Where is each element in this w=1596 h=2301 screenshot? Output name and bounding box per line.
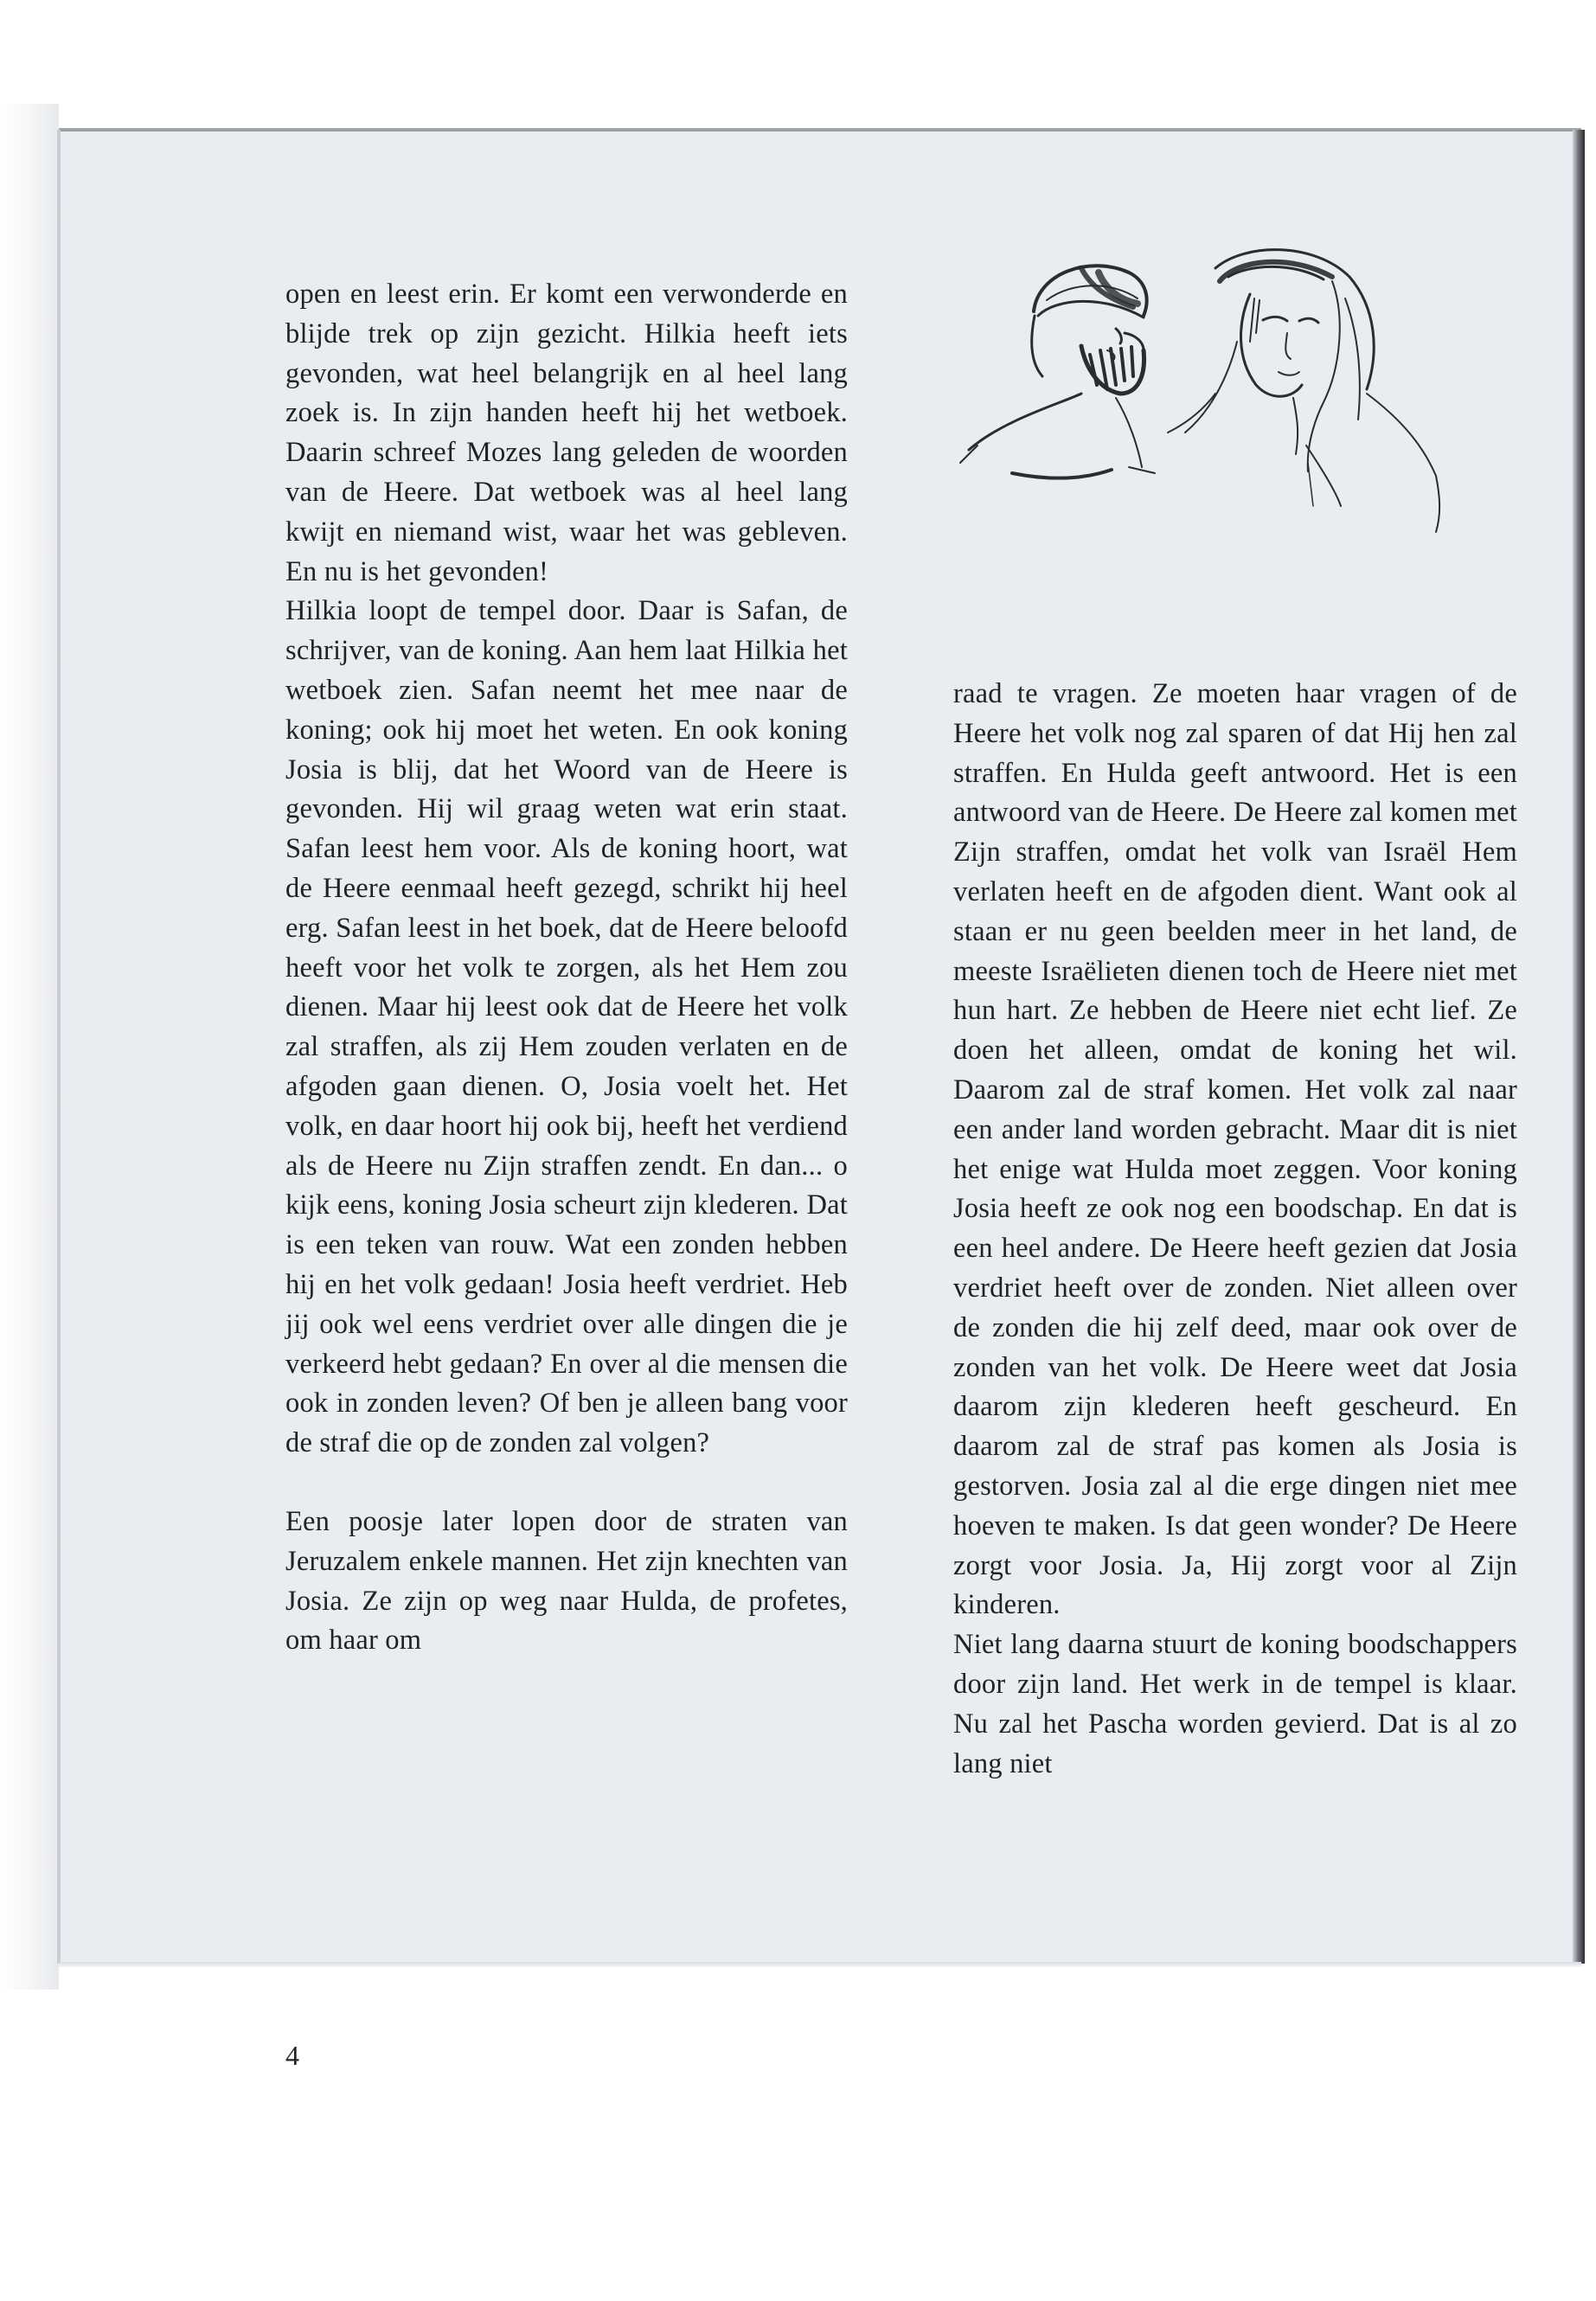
page-number: 4 <box>285 2040 299 2071</box>
paragraph: Niet lang daarna stuurt de koning boodschappers door zijn land. Het werk in de tempel is klaar. Nu zal het Pascha worden gevierd. Dat is al zo lang niet <box>953 1629 1517 1779</box>
page-top-edge <box>59 128 1581 131</box>
text-column-right <box>953 675 1517 1784</box>
paragraph: open en leest erin. Er komt een verwonderde en blijde trek op zijn gezicht. Hilkia heeft iets gevonden, wat heel belangrijk en al heel lang zoek is. In zijn handen heeft hij het wetboek. Daarin schreef Mozes lang geleden de woorden van de Heere. Dat wetboek was al heel lang kwijt en niemand wist, waar het was gebleven. En nu is het gevonden! <box>285 279 848 587</box>
page-left-edge <box>57 130 61 1964</box>
text-column-left <box>285 275 848 1661</box>
paragraph: raad te vragen. Ze moeten haar vragen of de Heere het volk nog zal sparen of dat Hij hen zal straffen. En Hulda geeft antwoord. Het is een antwoord van de Heere. De Heere zal komen met Zijn straffen, omdat het volk van Israël Hem verlaten heeft en de afgoden dient. Want ook al staan er nu geen beelden meer in het land, de meeste Israëlieten dienen toch de Heere niet met hun hart. Ze hebben de Heere niet echt lief. Ze doen het alleen, omdat de koning het wil. Daarom zal de straf komen. Het volk zal naar een ander land worden gebracht. Maar dit is niet het enige wat Hulda moet zeggen. Voor koning Josia heeft ze ook nog een boodschap. En dat is een heel andere. De Heere heeft gezien dat Josia verdriet heeft over de zonden. Niet alleen over de zonden die hij zelf deed, maar ook over de zonden van het volk. De Heere weet dat Josia daarom zijn klederen heeft gescheurd. En daarom zal de straf pas komen als Josia is gestorven. Josia zal al die erge dingen niet mee hoeven te maken. Is dat geen wonder? De Heere zorgt voor Josia. Ja, Hij zorgt voor al Zijn kinderen. <box>953 678 1517 1621</box>
page-spine-shadow <box>1573 130 1585 1964</box>
paragraph: Hilkia loopt de tempel door. Daar is Safan, de schrijver, van de koning. Aan hem laat Hilkia het wetboek zien. Safan neemt het mee naar de koning; ook hij moet het weten. En ook koning Josia is blij, dat het Woord van de Heere is gevonden. Hij wil graag weten wat erin staat. Safan leest hem voor. Als de koning hoort, wat de Heere eenmaal heeft gezegd, schrikt hij heel erg. Safan leest in het boek, dat de Heere beloofd heeft voor het volk te zorgen, als het Hem zou dienen. Maar hij leest ook dat de Heere het volk zal straffen, als zij Hem zouden verlaten en de afgoden gaan dienen. O, Josia voelt het. Het volk, en daar hoort hij ook bij, heeft het verdiend als de Heere nu Zijn straffen zendt. En dan... o kijk eens, koning Josia scheurt zijn klederen. Dat is een teken van rouw. Wat een zonden hebben hij en het volk gedaan! Josia heeft verdriet. Heb jij ook wel eens verdriet over alle dingen die je verkeerd hebt gedaan? En over al die mensen die ook in zonden leven? Of ben je alleen bang voor de straf die op de zonden zal volgen? <box>285 595 848 1459</box>
sketch-of-two-figures-icon <box>952 247 1557 619</box>
paragraph: Een poosje later lopen door de straten van Jeruzalem enkele mannen. Het zijn knechten van Josia. Ze zijn op weg naar Hulda, de profetes, om haar om <box>285 1505 848 1657</box>
scan-margin-left <box>0 104 59 1990</box>
page-bottom-edge <box>59 1962 1581 1967</box>
